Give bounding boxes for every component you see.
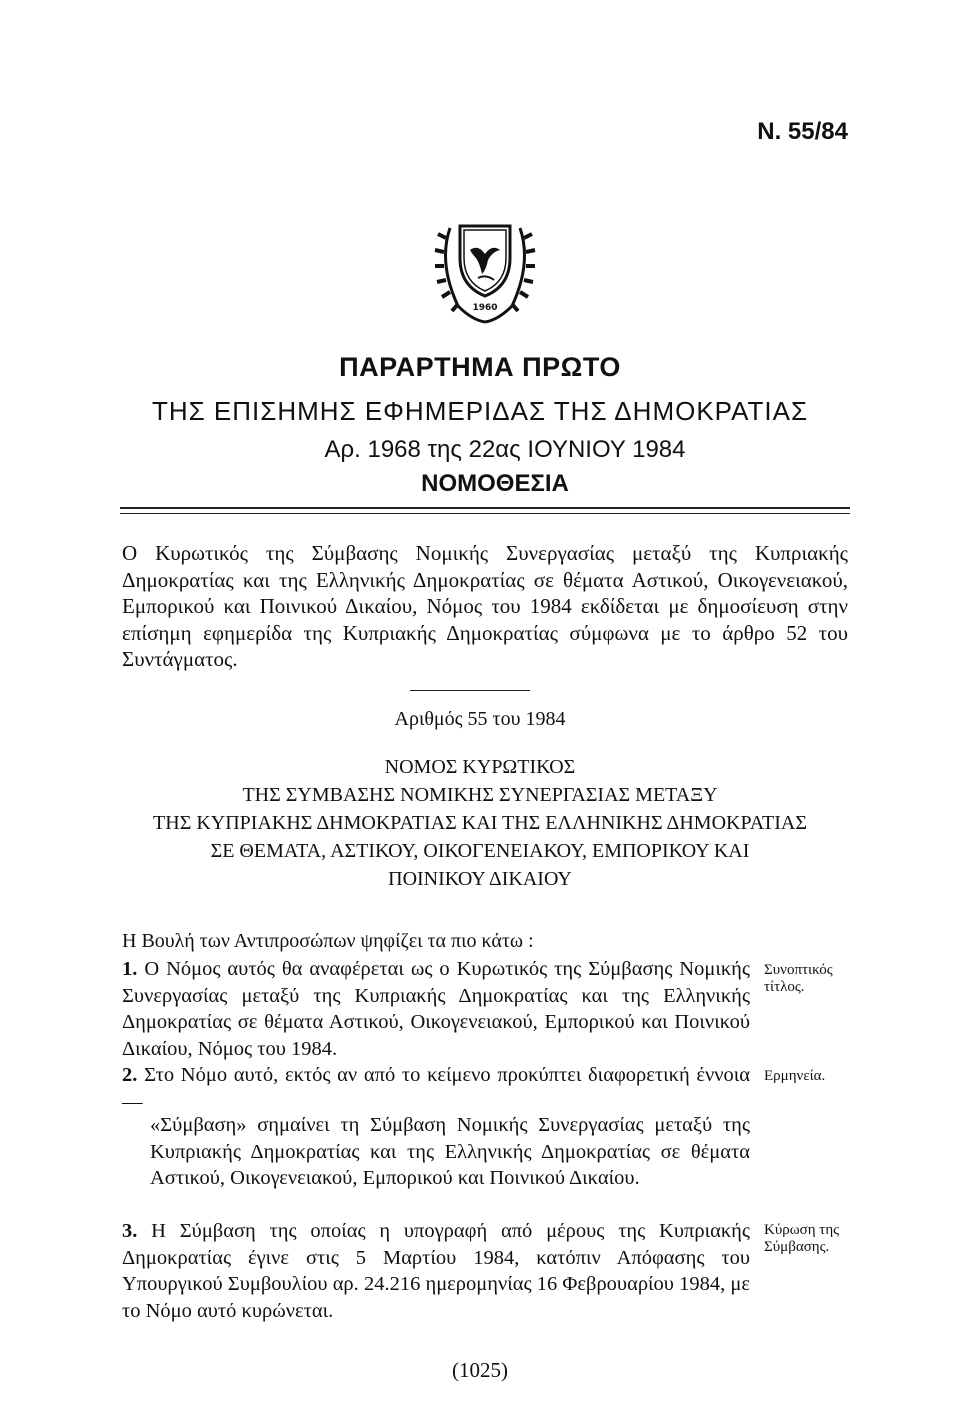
margin-note-1: Συνοπτικός τίτλος. — [764, 962, 833, 995]
section-heading: ΝΟΜΟΘΕΣΙΑ — [421, 470, 569, 497]
double-rule-top — [120, 507, 850, 509]
section-2 — [122, 1062, 750, 1115]
section-number: 3. — [122, 1220, 138, 1242]
law-title-line: ΤΗΣ ΚΥΠΡΙΑΚΗΣ ΔΗΜΟΚΡΑΤΙΑΣ ΚΑΙ ΤΗΣ ΕΛΛΗΝΙΚΗΣ ΔΗΜΟΚΡΑΤΙΑΣ — [153, 812, 807, 834]
section-3 — [122, 1218, 750, 1324]
section-text: Ο Νόμος αυτός θα αναφέρεται ως ο Κυρωτικός της Σύμβασης Νομικής Συνεργασίας μεταξύ της Κυπριακής Δημοκρατίας και της Ελληνικής Δημοκρατίας σε θέματα Αστικού, Οικογενειακού, Εμπορικού και Ποινικού Δικαίου, Νόμος του 1984. — [122, 958, 751, 1060]
law-title-block — [90, 708, 870, 893]
law-number-line: Αριθμός 55 του 1984 — [394, 708, 566, 730]
section-1 — [122, 956, 750, 1062]
intro-paragraph: Ο Κυρωτικός της Σύμβασης Νομικής Συνεργασίας μεταξύ της Κυπριακής Δημοκρατίας και της Ελληνικής Δημοκρατίας σε θέματα Αστικού, Οικογενειακού, Εμπορικού και Ποινικού Δικαίου, Νόμος του 1984 εκδίδεται με δημοσίευση στην επίσημη εφημερίδα της Κυπριακής Δημοκρατίας σύμφωνα με το άρθρο 52 του Συντάγματος. — [122, 541, 848, 671]
law-title-line: ΣΕ ΘΕΜΑΤΑ, ΑΣΤΙΚΟΥ, ΟΙΚΟΓΕΝΕΙΑΚΟΥ, ΕΜΠΟΡΙΚΟΥ ΚΑΙ — [210, 840, 750, 862]
law-title-line: ΤΗΣ ΣΥΜΒΑΣΗΣ ΝΟΜΙΚΗΣ ΣΥΝΕΡΓΑΣΙΑΣ ΜΕΤΑΞΥ — [242, 784, 718, 806]
section-number: 1. — [122, 958, 138, 980]
margin-note-3: Κύρωση της Σύμβασης. — [764, 1222, 840, 1255]
law-title-line: ΝΟΜΟΣ ΚΥΡΩΤΙΚΟΣ — [384, 756, 576, 778]
section-number: 2. — [122, 1064, 138, 1086]
section-text: Η Σύμβαση της οποίας η υπογραφή από μέρους της Κυπριακής Δημοκρατίας έγινε στις 5 Μαρτίου 1984, κατόπιν Απόφασης του Υπουργικού Συμβουλίου αρ. 24.216 ημερομηνίας 16 Φεβρουαρίου 1984, με το Νόμο αυτό κυρώνεται. — [122, 1220, 750, 1322]
definition-paragraph: «Σύμβαση» σημαίνει τη Σύμβαση Νομικής Συνεργασίας μεταξύ της Κυπριακής Δημοκρατίας και της Ελληνικής Δημοκρατίας σε θέματα Αστικού, Οικογενειακού, Εμπορικού και Ποινικού Δικαίου. — [150, 1114, 750, 1189]
divider — [410, 690, 530, 691]
margin-note-2: Ερμηνεία. — [764, 1068, 826, 1084]
coat-of-arms-icon — [420, 218, 550, 338]
svg-text:1960: 1960 — [472, 303, 498, 313]
law-number: Ν. 55/84 — [757, 118, 848, 145]
page-number: (1025) — [452, 1358, 508, 1382]
law-title-line: ΠΟΙΝΙΚΟΥ ΔΙΚΑΙΟΥ — [388, 868, 572, 890]
enacting-clause: Η Βουλή των Αντιπροσώπων ψηφίζει τα πιο κάτω : — [122, 930, 534, 952]
double-rule-bottom — [120, 513, 850, 514]
section-text: Στο Νόμο αυτό, εκτός αν από το κείμενο προκύπτει διαφορετική έννοια— — [122, 1064, 750, 1113]
gazette-title: ΤΗΣ ΕΠΙΣΗΜΗΣ ΕΦΗΜΕΡΙΔΑΣ ΤΗΣ ΔΗΜΟΚΡΑΤΙΑΣ — [151, 396, 809, 426]
annex-heading: ΠΑΡΑΡΤΗΜΑ ΠΡΩΤΟ — [339, 352, 621, 382]
issue-line: Αρ. 1968 της 22ας ΙΟΥΝΙΟΥ 1984 — [324, 436, 686, 463]
